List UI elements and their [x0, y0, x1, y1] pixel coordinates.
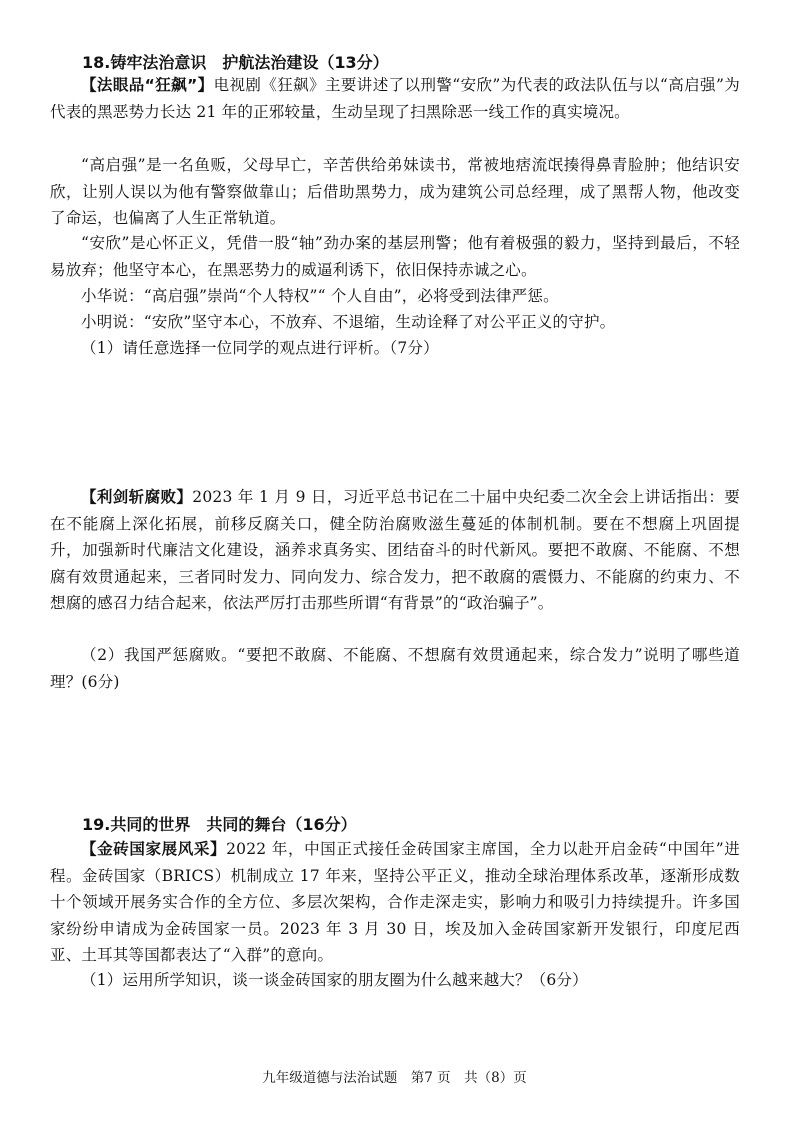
material-text: 2023 年 1 月 9 日，习近平总书记在二十届中央纪委二次全会上讲话指出：要在不能腐上深化拓展，前移反腐关口，健全防治腐败滋生蔓延的体制机制。要在不想腐上巩固提升，加强新时代廉洁文化建设，涵养求真务实、团结奋斗的时代新风。要把不敢腐、不能腐、不想腐有效贯通起来，三者同时发力、同向发力、综合发力，把不敢腐的震慑力、不能腐的约束力、不想腐的感召力结合起来，依法严厉打击那些所谓“有背景”的“政治骗子”。 [50, 488, 740, 613]
material-tag: 【利剑斩腐败】 [81, 488, 193, 506]
paragraph-xiaohua: 小华说：“高启强”崇尚“个人特权”“ 个人自由”，必将受到法律严惩。 [81, 287, 559, 305]
question-18-heading: 18.铸牢法治意识 护航法治建设（13分） [82, 53, 389, 72]
material-text: 2022 年，中国正式接任金砖国家主席国，全力以赴开启金砖“中国年”进程。金砖国家（BRICS）机制成立 17 年来，坚持公平正义，推动全球治理体系改革，逐渐形成数十个领域开展务实合作的全方位、多层次架构，合作走深走实，影响力和吸引力持续提升。许多国家纷纷申请成为金砖国家一员。2023 年 3 月 30 日，埃及加入金砖国家新开发银行，印度尼西亚、土耳其等国都表达了“入群”的意向。 [50, 840, 740, 965]
paragraph-xiaoming: 小明说：“安欣”坚守本心，不放弃、不退缩，生动诠释了对公平正义的守护。 [81, 313, 616, 331]
material-crime-drama [50, 72, 740, 125]
paragraph-gao-qiqiang: “高启强”是一名鱼贩，父母早亡，辛苦供给弟妹读书，常被地痞流氓揍得鼻青脸肿；他结识安欣，让别人误以为他有警察做靠山；后借助黑势力，成为建筑公司总经理，成了黑帮人物，他改变了命运，也偏离了人生正常轨道。 [50, 156, 740, 228]
question-18-2: （2）我国严惩腐败。“要把不敢腐、不能腐、不想腐有效贯通起来，综合发力”说明了哪些道理？(6分) [50, 646, 740, 691]
page-footer: 九年级道德与法治试题 第7 页 共（8）页 [262, 1070, 527, 1086]
material-brics [50, 836, 740, 969]
question-18-1: （1）请任意选择一位同学的观点进行评析。（7分） [81, 339, 439, 357]
material-tag: 【金砖国家展风采】 [81, 840, 227, 858]
material-anti-corruption [50, 484, 740, 617]
material-text: 电视剧《狂飙》主要讲述了以刑警“安欣”为代表的政法队伍与以“高启强”为代表的黑恶势力长达 21 年的正邪较量，生动呈现了扫黑除恶一线工作的真实境况。 [50, 76, 740, 121]
material-tag: 【法眼品“狂飙”】 [81, 76, 214, 94]
paragraph-an-xin: “安欣”是心怀正义，凭借一股“轴”劲办案的基层刑警；他有着极强的毅力，坚持到最后，不轻易放弃；他坚守本心，在黑恶势力的威逼利诱下，依旧保持赤诚之心。 [50, 234, 740, 279]
question-19-1: （1）运用所学知识，谈一谈金砖国家的朋友圈为什么越来越大？（6分） [81, 971, 588, 989]
question-19-heading: 19.共同的世界 共同的舞台（16分） [82, 815, 357, 834]
